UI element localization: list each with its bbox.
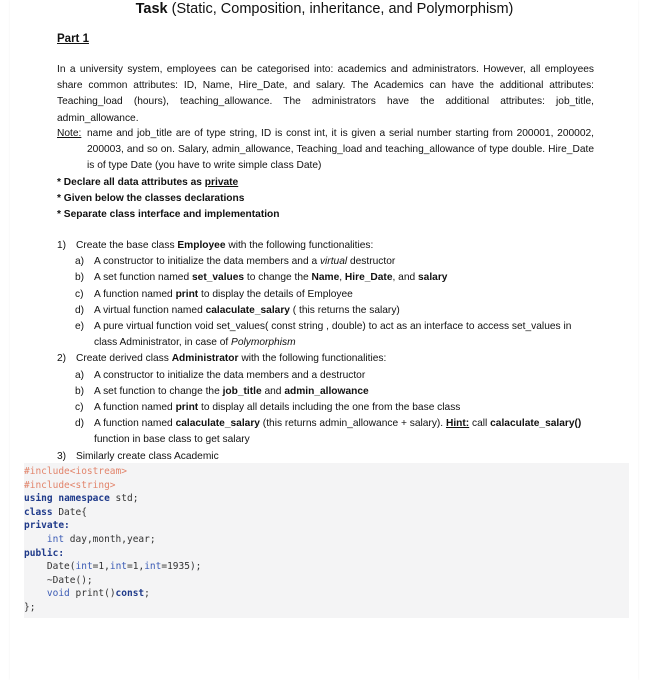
list-item: a) A constructor to initialize the data members and a virtual destructor bbox=[75, 256, 396, 268]
code-line: }; bbox=[24, 601, 36, 613]
code-line: ~Date(); bbox=[46, 574, 93, 586]
code-line: private: bbox=[24, 520, 70, 532]
intro-paragraph: In a university system, employees can be categorised into: academics and administrators. However, all employees share common attributes: ID, Name, Hire_Date, and salary. The Academics can have the additional attributes: Teaching_load (hours), teaching_allowance. The administrators have the additional attributes: job_title, admin_allowance. bbox=[57, 64, 594, 124]
note-text: name and job_title are of type string, ID is const int, it is given a serial number starting from 200001, 200002, 200003, and so on. Salary, admin_allowance, Teaching_load and teaching_allowance of type double. Hire_Date is of type Date (you have to write simple class Date) bbox=[87, 128, 594, 172]
list-item: 3) Similarly create class Academic bbox=[57, 450, 219, 462]
code-line: class Date{ bbox=[24, 506, 87, 518]
list-item: c) A function named print to display all details including the one from the base class bbox=[75, 402, 461, 414]
page-title: Task (Static, Composition, inheritance, and Polymorphism) bbox=[135, 1, 514, 17]
list-item: d) A function named calaculate_salary (this returns admin_allowance + salary). Hint: call calaculate_salary() function in base class to get salary bbox=[75, 418, 582, 446]
code-block bbox=[24, 463, 629, 618]
list-item: b) A set function to change the job_title and admin_allowance bbox=[75, 385, 369, 397]
list-item: 2) Create derived class Administrator with the following functionalities: bbox=[57, 353, 387, 365]
note-paragraph bbox=[57, 126, 594, 175]
list-item: 1) Create the base class Employee with the following functionalities: bbox=[57, 240, 374, 251]
list-item: d) A virtual function named calaculate_salary ( this returns the salary) bbox=[75, 304, 400, 316]
code-line: public: bbox=[24, 547, 65, 559]
note-label: Note: bbox=[57, 128, 82, 139]
code-line: Date(int=1,int=1,int=1935); bbox=[46, 561, 202, 573]
list-item: c) A function named print to display the details of Employee bbox=[75, 288, 353, 300]
bullet-private: * Declare all data attributes as private bbox=[57, 177, 239, 188]
part-heading: Part 1 bbox=[57, 33, 89, 45]
bullet-declarations: * Given below the classes declarations bbox=[57, 193, 245, 205]
code-line: using namespace std; bbox=[24, 493, 139, 505]
bullet-separate: * Separate class interface and implementation bbox=[57, 209, 280, 221]
code-line: int day,month,year; bbox=[46, 533, 156, 545]
list-item: a) A constructor to initialize the data members and a destructor bbox=[75, 369, 366, 381]
task-list bbox=[57, 238, 597, 465]
list-item: e) A pure virtual function void set_values( const string , double) to act as an interface to access set_values in class Administrator, in case of Polymorphism bbox=[75, 321, 572, 349]
code-line: #include<string> bbox=[24, 479, 116, 491]
code-line: #include<iostream> bbox=[24, 466, 127, 477]
list-item: b) A set function named set_values to change the Name, Hire_Date, and salary bbox=[75, 272, 448, 284]
requirements-bullets bbox=[57, 175, 280, 224]
code-line: void print()const; bbox=[46, 588, 150, 600]
